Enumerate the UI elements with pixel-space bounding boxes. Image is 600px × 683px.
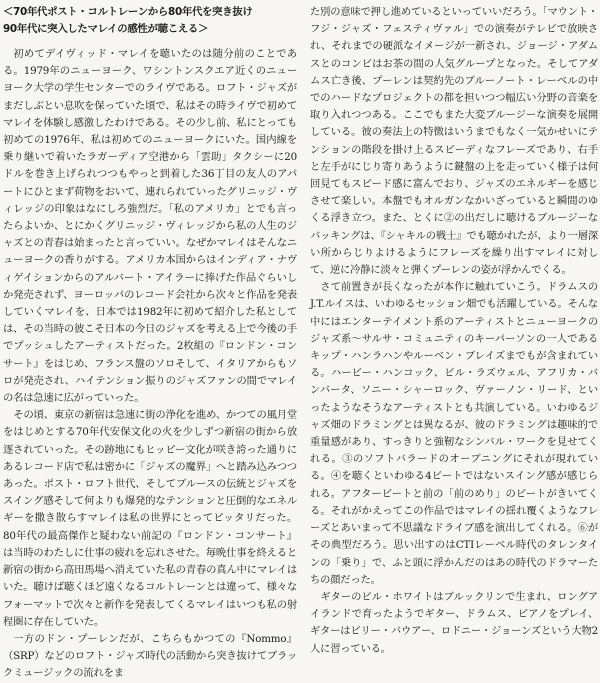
left-paragraph-3: 一方のドン・プーレンだが、こちらもかつての『Nommo』（SRP）などのロフト・ジャズ時代の活動から突き抜けてブラックミュージックの流れをま	[3, 632, 297, 680]
right-paragraph-3: ギターのビル・ホワイトはブルックリンで生まれ、ロングアイランドで育ったようでギター、ドラムス、ピアノをプレイ、ギターはビリー・バウアー、ロドニー・ジョーンズという大物2人に習っている。	[310, 590, 598, 655]
right-column	[310, 4, 598, 658]
right-paragraph-1: た別の意味で押し進めているといっていいだろう。「マウント・フジ・ジャズ・フェスティヴァル」での演奏がテレビで放映され、それまでの硬派なイメージが一新され、ジョージ・アダムスとのコンビはお茶の間の人気グループとなった。そしてアダムス亡き後、プーレンは契約先のブルーノート・レーベルの中でのハードなプロジェクトの都を担いつつ幅広い分野の音楽を取り入れつつある。ここでもまた大変ブルージーな演奏を展開している。彼の奏法上の特徴はいうまでもなく一気かせいにテンションの階段を掛け上るスピーディなフレーズであり、右手と左手がにじり寄りあうように鍵盤の上を走っていく様子は何回見てもスピード感に富んでおり、ジャズのエネルギーを感じさせて楽しい。本盤でもオルガンなかいざっていると瞬間のゆくる浮き立つ。また、とくに②の出だしに聴けるブルージーなバッキングは、『シャキルの戦士』でも聴かれたが、より一層深い所からじりよけるようにフレーズを繰り出すマレイに対して、逆に冷静に淡々と弾くプーレンの姿が浮かんでくる。	[310, 6, 598, 277]
headline-line-2: 90年代に突入したマレイの感性が聴こえる＞	[3, 23, 209, 35]
left-paragraph-2: その頃、東京の新宿は急速に街の浄化を進め、かつての風月堂をはじめとする70年代安保文化の火を少しずつ新宿の街から放逐されていった。その跡地にもヒッピー文化が咲き誇った通りにあるレコード店で私は密かに「ジャズの魔界」へと踏み込みつつあった。ポスト・ロフト世代、そしてブルースの伝統とジャズをスイング感そして何よりも爆発的なテンションと圧倒的なエネルギーを撒き散らすマレイは私の世界にとってピッタリだった。80年代の最高傑作と疑わない前記の『ロンドン・コンサート』は当時のわたしに仕事の疲れを忘れさせた。毎晩仕事を終えると新宿の街から高田馬場へ消えていた私の青春の真ん中にマレイはいた。聴けば聴くほど遠くなるコルトレーンとは違って、様々なフォーマットで次々と新作を発表してくるマレイはいつも私の射程圏に存在していた。	[3, 409, 297, 628]
left-column	[3, 4, 297, 683]
right-paragraph-2: さて前置きが長くなったが本作に触れていこう。ドラムスのJ.T.ルイスは、いわゆるセッション畑でも活躍している。そんな中にはエンターテイメント系のアーティストとニューヨークのジャズ系～サルサ・コミュニティのキーパーソンの一人であるキップ・ハンラハンやルーベン・ブレイズまでもが含まれている。ハービー・ハンコック、ビル・ラズウェル、アフリカ・バンバータ、ソニー・シャーロック、ヴァーノン・リード、といったようなそうなアーティストとも共演している。いわゆるジャズ畑のドラミングとは異なるが、彼のドラミングは趣味的で重量感があり、すっきりと強靭なシンバル・ワークを見せてくれる。③のソフトバラードのオーブニングにそれが現れている。④を聴くといわゆる4ビートではないスイング感が感じられる。アフタービートと前の「前のめり」のビートがきいてくる。それがかえってこの作品ではマレイの揺れ覆くようなフレーズとあいまって不思議なドライブ感を演出してくれる。⑥がその典型だろう。思い出すのはCTIレーベル時代のタレンタインの「乗り」で、ふと頭に浮かんだのはあの時代のドラマーたちの顔だった。	[310, 281, 598, 586]
headline-line-1: ＜70年代ポスト・コルトレーンから80年代を突き抜け	[3, 6, 253, 18]
headline	[3, 4, 297, 38]
left-paragraph-1: 初めてデイヴィッド・マレイを聴いたのは随分前のことである。1979年のニューヨーク、ワシントンスクエア近くのニューヨーク大学の学生センターでのライヴである。ロフト・ジャズがまだしぶとい息吹を保っていた頃で、私はその時ライヴで初めてマレイを体験し感激したわけである。その少し前、私にとっても初めての1976年、私は初めてのニューヨークにいた。国内線を乗り継いで着いたラガーディア空港から「雲助」タクシーに20ドルを巻き上げられつつもやっと到着した36丁目の友人のアパートにひとまず荷物をおいて、連れられていったグリニッジ・ヴィレッジの印象はなにしろ強烈だ。「私のアメリカ」とでも言ったらよいか、とにかくグリニッジ・ヴィレッジから私の人生のジャズとの青春は始まったと言っていい。なぜかマレイはそんなニューヨークの香りがする。アメリカ本国からはインディア・ナヴィゲイションからのアルバート・アイラーに捧げた作品ぐらいしか発売されず、ヨーロッパのレコード会社から次々と作品を発表していくマレイを、日本では1982年に初めて紹介した私としては、その当時の彼こそ日本の今日のジャズを考える上で今後の手でプッシュしたアーティストだった。2枚組の『ロンドン・コンサート』をはじめ、フランス盤のソロそして、イタリアからもソロが発売され、ハイテンション振りのジャズファンの間でマレイの名は急速に広がっていった。	[3, 48, 297, 405]
